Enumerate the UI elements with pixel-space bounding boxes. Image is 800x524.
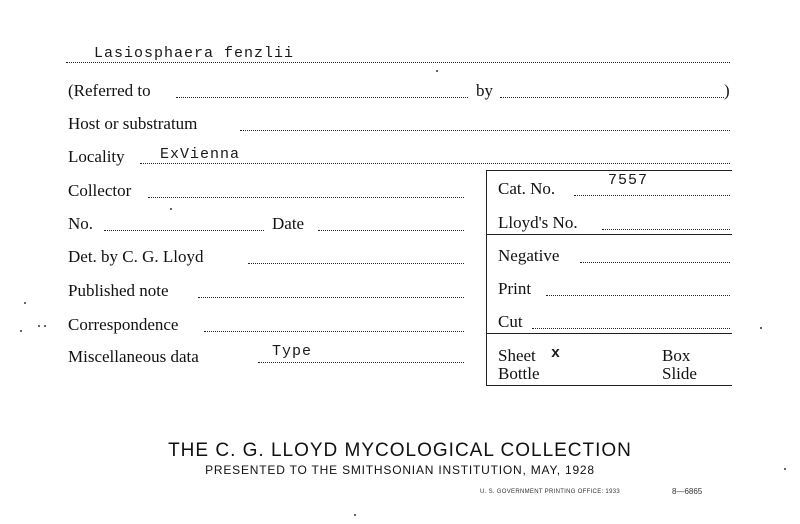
locality-label: Locality [68,147,125,166]
cat-no-label: Cat. No. [498,179,556,198]
print-line [546,295,730,296]
negative-line [580,262,730,263]
box-left-border [486,170,487,385]
collection-title: THE C. G. LLOYD MYCOLOGICAL COLLECTION [168,440,632,461]
published-note-label: Published note [68,281,169,300]
cut-line [532,328,730,329]
lloyds-no-line [602,229,730,230]
no-label: No. [68,214,94,233]
locality-value: ExVienna [160,146,241,163]
scan-speck [760,327,762,329]
scan-speck [784,468,786,470]
misc-data-label: Miscellaneous data [68,347,199,366]
scan-speck [436,70,438,72]
scan-speck [24,302,26,304]
scan-speck [170,208,172,210]
collection-subtitle: PRESENTED TO THE SMITHSONIAN INSTITUTION, MAY, 1928 [205,463,595,477]
species-name: Lasiosphaera fenzlii [94,45,295,62]
lloyds-no-label: Lloyd's No. [498,213,578,232]
date-line [318,230,464,231]
box-bottom-border [486,385,732,386]
det-by-line [248,263,464,264]
host-line [240,130,730,131]
misc-data-value: Type [272,343,313,360]
sheet-label: Sheet [498,346,536,365]
box-label: Box [662,346,691,365]
host-label: Host or substratum [68,114,198,133]
close-paren: ) [724,81,730,100]
scan-speck [20,330,22,332]
scan-speck [354,514,356,516]
collector-label: Collector [68,181,132,200]
negative-label: Negative [498,246,560,265]
no-line [104,230,264,231]
published-note-line [198,297,464,298]
box-divider [486,234,732,235]
scan-speck [38,325,40,327]
printing-office-note: U. S. GOVERNMENT PRINTING OFFICE: 1933 [480,489,620,495]
correspondence-line [204,331,464,332]
cat-no-value: 7557 [608,172,649,189]
locality-line [140,163,730,164]
misc-data-line [258,362,464,363]
referred-to-line [176,97,468,98]
referred-to-label: (Referred to [68,81,151,100]
date-label: Date [272,214,305,233]
bottle-label: Bottle [498,364,540,383]
scan-speck [44,325,46,327]
species-line [66,62,730,63]
print-label: Print [498,279,532,298]
by-line [500,97,724,98]
box-sheet-divider [486,333,732,334]
by-label: by [476,81,493,100]
det-by-label: Det. by C. G. Lloyd [68,247,204,266]
cat-no-line [574,195,730,196]
slide-label: Slide [662,364,697,383]
collector-line [148,197,464,198]
box-top-border [486,170,732,171]
cut-label: Cut [498,312,523,331]
correspondence-label: Correspondence [68,315,179,334]
sheet-check-mark: x [551,345,562,362]
form-number: 8—6865 [672,487,703,496]
